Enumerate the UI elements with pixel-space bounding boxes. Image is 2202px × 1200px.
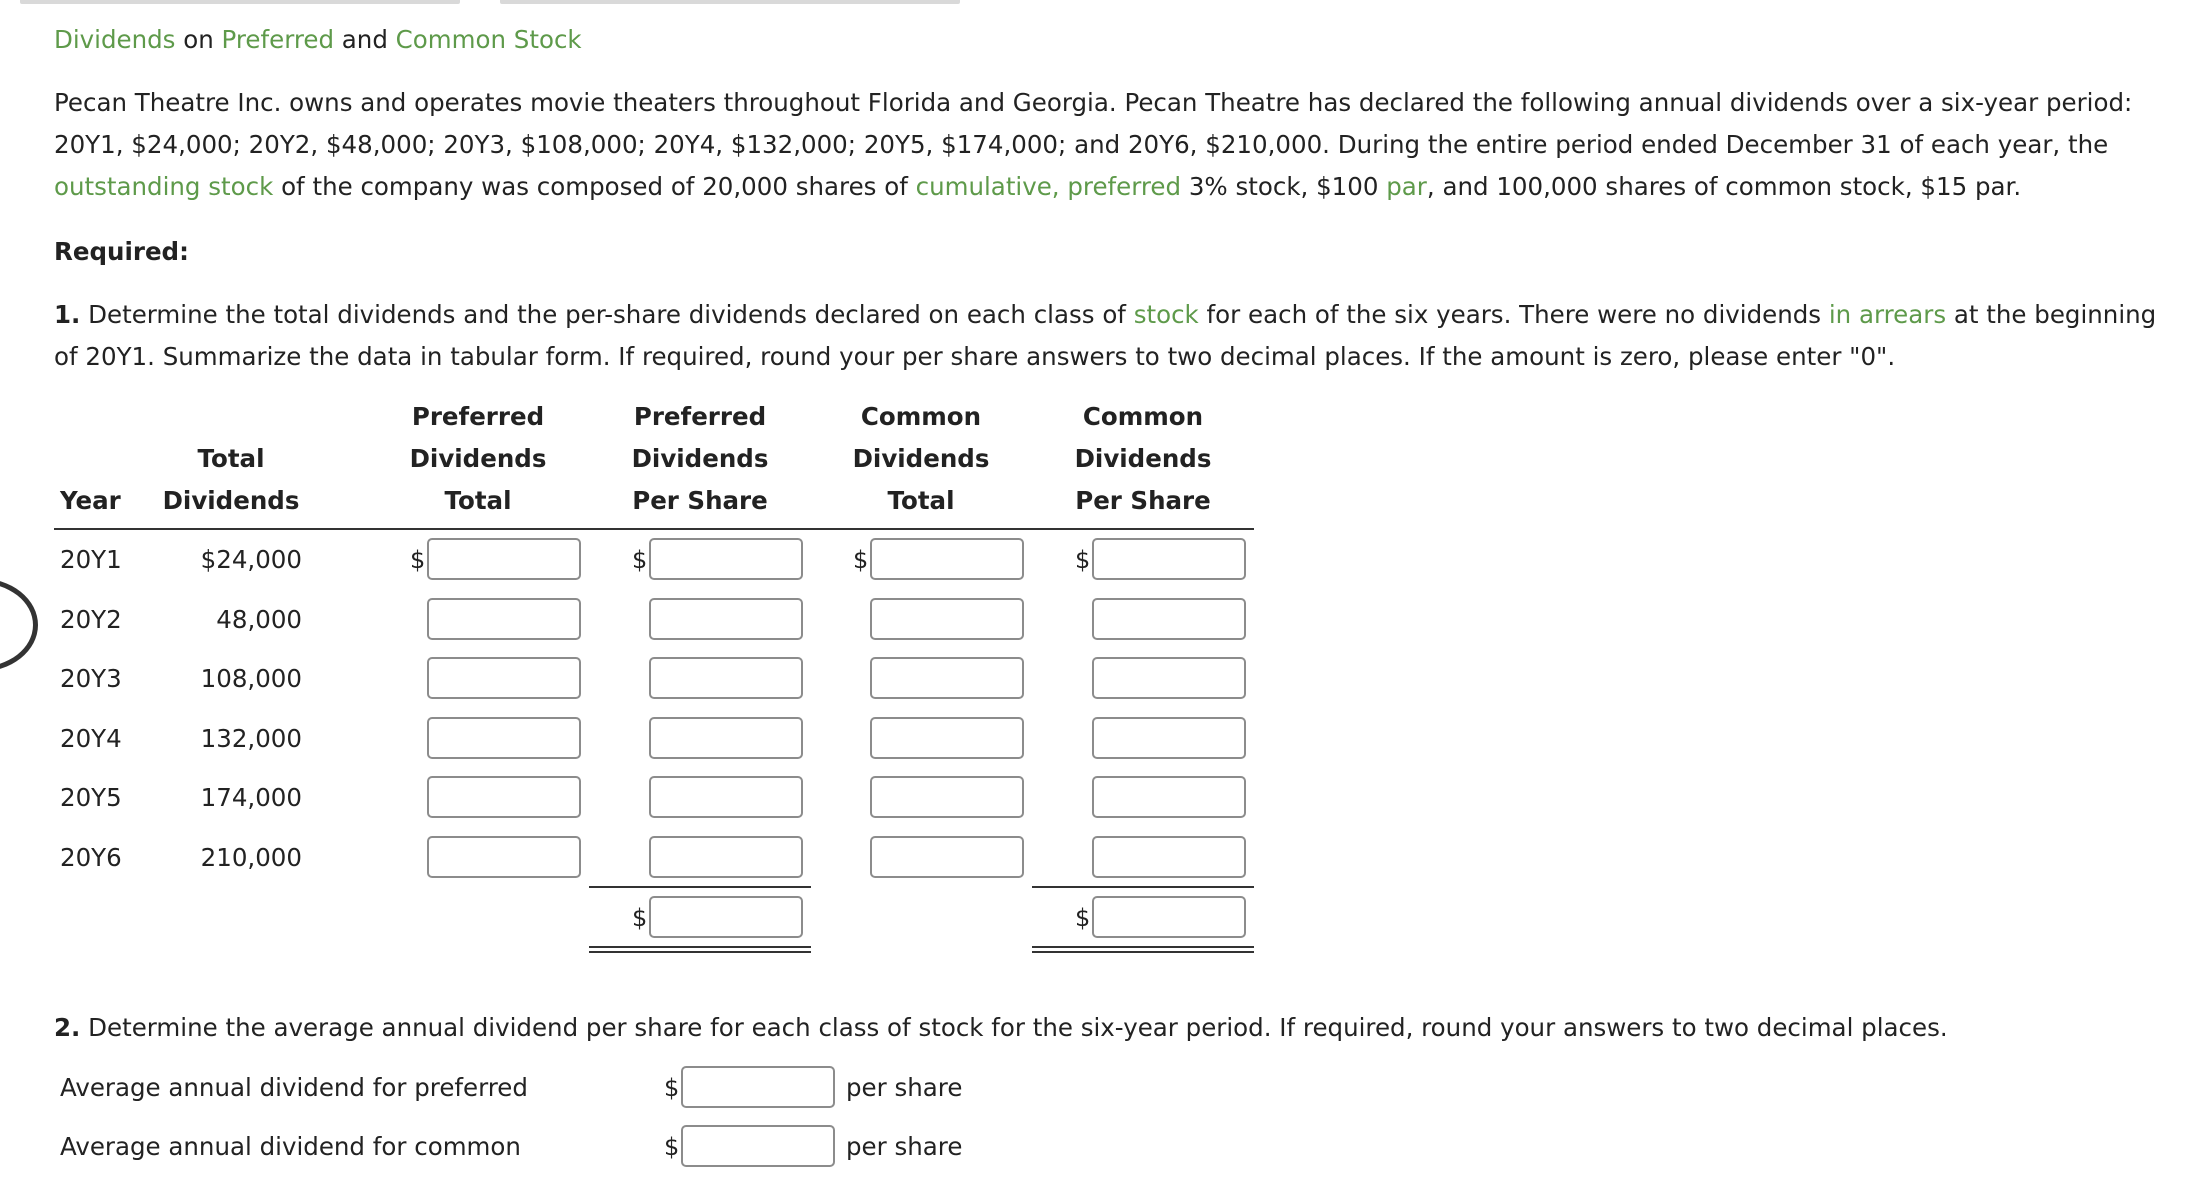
currency-symbol: $ xyxy=(632,904,648,932)
intro-text: Pecan Theatre Inc. owns and operates movie theaters throughout Florida and Georgia. Pecan Theatre has declared the following annual dividends over a six-year period: 20Y1, $24,000; 20Y2, $48,000; 20Y3, $108,000; 20Y4, $132,000; 20Y5, $174,000; and 20Y6, $210,000. During the entire period ended December 31 of each year, the xyxy=(54,88,2133,159)
question-2 xyxy=(54,1008,1948,1048)
row-year: 20Y1 xyxy=(60,545,122,574)
title-link[interactable]: Dividends xyxy=(54,25,176,54)
intro-text: of the company was composed of 20,000 shares of xyxy=(273,172,916,201)
column-header-line: Preferred xyxy=(411,402,545,431)
currency-symbol: $ xyxy=(853,546,869,574)
pref-per-input[interactable] xyxy=(649,717,803,759)
pref-total-input[interactable] xyxy=(427,776,581,818)
row-total-dividends: 132,000 xyxy=(200,723,302,753)
question-1-text: for each of the six years. There were no dividends xyxy=(1198,300,1829,329)
com-total-input[interactable] xyxy=(870,598,1024,640)
com-per-input[interactable] xyxy=(1092,776,1246,818)
question-1-text: at the beginning of 20Y1. Summarize the data in tabular form. If required, round your per share answers to two decimal places. If the amount is zero, please enter "0". xyxy=(54,300,2157,371)
column-header-line: Per Share xyxy=(632,486,768,515)
table-row xyxy=(0,713,1300,765)
row-total-dividends: 48,000 xyxy=(216,604,302,634)
pref-total-input[interactable] xyxy=(427,538,581,580)
pref-per-input[interactable] xyxy=(649,598,803,640)
pref-total-input[interactable] xyxy=(427,836,581,878)
question-2-text: Determine the average annual dividend per share for each class of stock for the six-year period. If required, round your answers to two decimal places. xyxy=(80,1013,1948,1042)
com-per-input[interactable] xyxy=(1092,538,1246,580)
column-header-line: Dividends xyxy=(162,486,300,515)
question-1-number: 1. xyxy=(54,300,81,329)
column-header-com-total xyxy=(843,396,999,522)
column-header-line: Total xyxy=(444,486,512,515)
table-row xyxy=(0,594,1300,646)
com-total-input[interactable] xyxy=(870,538,1024,580)
column-header-pref-per xyxy=(622,396,778,522)
row-total-dividends: 108,000 xyxy=(200,664,302,694)
com-per-subtotal-rule xyxy=(1032,886,1254,888)
column-header-line: Dividends xyxy=(852,444,990,473)
column-header-line: Total xyxy=(197,444,265,473)
com-per-total-input[interactable] xyxy=(1092,896,1246,938)
pref-per-total-double-rule xyxy=(589,946,811,953)
com-total-input[interactable] xyxy=(870,836,1024,878)
intro-text: , and 100,000 shares of common stock, $15 par. xyxy=(1426,172,2022,201)
currency-symbol: $ xyxy=(410,546,426,574)
problem-intro xyxy=(54,82,2184,208)
row-total-dividends: $24,000 xyxy=(200,545,302,574)
pref-total-input[interactable] xyxy=(427,657,581,699)
com-total-input[interactable] xyxy=(870,717,1024,759)
com-total-input[interactable] xyxy=(870,657,1024,699)
column-header-line: Dividends xyxy=(631,444,769,473)
avg-preferred-input[interactable] xyxy=(681,1066,835,1108)
row-total-dividends: 174,000 xyxy=(200,783,302,813)
average-label: Average annual dividend for preferred xyxy=(60,1073,528,1102)
row-year: 20Y5 xyxy=(60,783,122,813)
pref-per-input[interactable] xyxy=(649,657,803,699)
question-2-number: 2. xyxy=(54,1013,81,1042)
row-year: 20Y2 xyxy=(60,604,122,634)
currency-symbol: $ xyxy=(632,546,648,574)
title-link[interactable]: Common Stock xyxy=(395,25,582,54)
top-tab-2[interactable] xyxy=(500,0,960,4)
com-per-total-double-rule xyxy=(1032,946,1254,953)
pref-per-total-input[interactable] xyxy=(649,896,803,938)
title-text: on xyxy=(175,25,222,54)
intro-link[interactable]: outstanding stock xyxy=(54,172,274,201)
table-row xyxy=(0,653,1300,705)
column-header-com-per xyxy=(1065,396,1221,522)
title-text: and xyxy=(334,25,396,54)
question-1-link[interactable]: stock xyxy=(1133,300,1199,329)
pref-per-input[interactable] xyxy=(649,776,803,818)
table-row xyxy=(0,832,1300,884)
row-total-dividends: 210,000 xyxy=(200,843,302,872)
row-year: 20Y3 xyxy=(60,664,122,694)
column-header-line: Dividends xyxy=(409,444,547,473)
currency-symbol: $ xyxy=(664,1074,680,1102)
top-tab-1[interactable] xyxy=(20,0,460,4)
pref-per-subtotal-rule xyxy=(589,886,811,888)
question-1-text: Determine the total dividends and the per-share dividends declared on each class of xyxy=(80,300,1134,329)
pref-total-input[interactable] xyxy=(427,598,581,640)
column-header-total xyxy=(160,438,302,522)
currency-symbol: $ xyxy=(1075,904,1091,932)
avg-common-input[interactable] xyxy=(681,1125,835,1167)
question-1 xyxy=(54,294,2184,378)
com-per-input[interactable] xyxy=(1092,598,1246,640)
per-share-unit: per share xyxy=(846,1073,963,1102)
intro-text: 3% stock, $100 xyxy=(1181,172,1387,201)
required-label: Required: xyxy=(54,237,189,266)
title-link[interactable]: Preferred xyxy=(221,25,334,54)
currency-symbol: $ xyxy=(664,1133,680,1161)
table-row xyxy=(0,534,1300,586)
column-header-line: Dividends xyxy=(1074,444,1212,473)
intro-link[interactable]: par xyxy=(1386,172,1427,201)
currency-symbol: $ xyxy=(1075,546,1091,574)
row-year: 20Y4 xyxy=(60,723,122,753)
column-header-year xyxy=(60,480,170,522)
com-total-input[interactable] xyxy=(870,776,1024,818)
column-header-line: Total xyxy=(887,486,955,515)
intro-link[interactable]: cumulative, preferred xyxy=(915,172,1182,201)
column-header-line: Year xyxy=(60,486,121,515)
pref-total-input[interactable] xyxy=(427,717,581,759)
page-title xyxy=(54,20,582,60)
column-header-line: Common xyxy=(860,402,982,431)
pref-per-input[interactable] xyxy=(649,538,803,580)
column-header-line: Preferred xyxy=(633,402,767,431)
row-year: 20Y6 xyxy=(60,843,122,872)
com-per-input[interactable] xyxy=(1092,717,1246,759)
question-1-link[interactable]: in arrears xyxy=(1828,300,1947,329)
column-header-pref-total xyxy=(400,396,556,522)
table-row xyxy=(0,772,1300,824)
table-header-rule xyxy=(54,528,1254,530)
column-header-line: Common xyxy=(1082,402,1204,431)
com-per-input[interactable] xyxy=(1092,657,1246,699)
average-label: Average annual dividend for common xyxy=(60,1132,521,1161)
com-per-input[interactable] xyxy=(1092,836,1246,878)
column-header-line: Per Share xyxy=(1075,486,1211,515)
pref-per-input[interactable] xyxy=(649,836,803,878)
per-share-unit: per share xyxy=(846,1132,963,1161)
